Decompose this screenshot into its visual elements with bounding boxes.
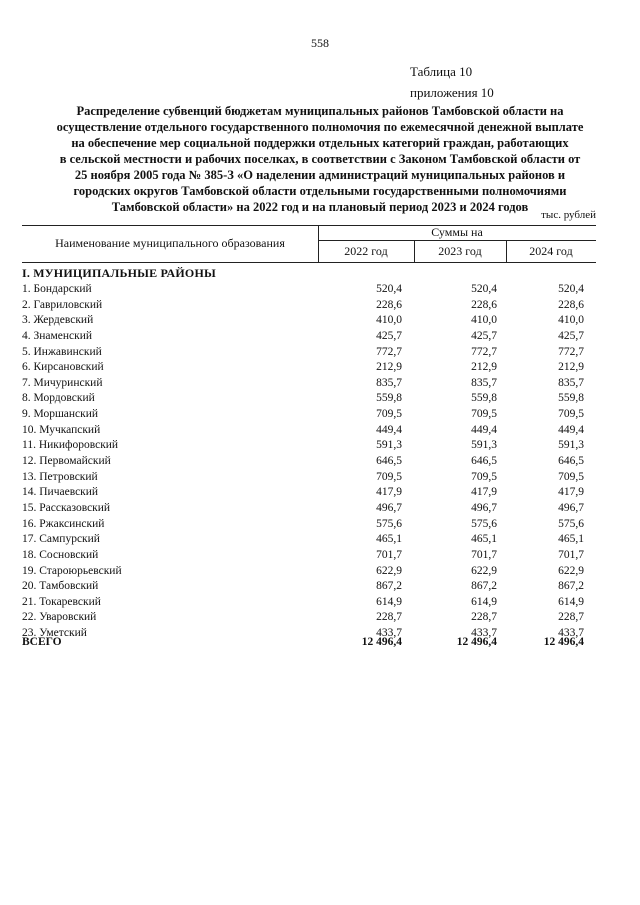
value-2023: 867,2 [471,580,497,593]
value-2024: 449,4 [558,423,584,436]
total-2022: 12 496,4 [361,636,402,648]
table-row [22,313,596,329]
value-2022: 228,7 [376,611,402,624]
column-header-sums: Суммы на [431,225,483,239]
units-label: тыс. рублей [541,209,596,221]
table-row [22,282,596,298]
total-label: ВСЕГО [22,636,62,648]
value-2023: 228,6 [471,298,497,311]
value-2023: 228,7 [471,611,497,624]
value-2022: 835,7 [376,376,402,389]
value-2023: 212,9 [471,361,497,374]
table-row [22,564,596,580]
district-name: 1. Бондарский [22,283,92,295]
value-2022: 575,6 [376,517,402,530]
value-2022: 646,5 [376,455,402,468]
table-row [22,501,596,517]
table-row [22,517,596,533]
table-row [22,376,596,392]
value-2022: 701,7 [376,548,402,561]
district-name: 23. Уметский [22,627,87,640]
value-2023: 425,7 [471,329,497,342]
table-row [22,454,596,470]
value-2023: 772,7 [471,345,497,358]
value-2022: 433,7 [376,627,402,640]
table-row [22,579,596,595]
value-2023: 709,5 [471,408,497,421]
district-name: 21. Токаревский [22,595,101,608]
district-name: 9. Моршанский [22,408,99,421]
table-row [22,345,596,361]
column-header-2022: 2022 год [344,244,388,258]
value-2024: 575,6 [558,517,584,530]
value-2023: 465,1 [471,533,497,546]
value-2022: 622,9 [376,564,402,577]
value-2022: 417,9 [376,486,402,499]
value-2024: 520,4 [558,283,584,295]
value-2022: 559,8 [376,392,402,405]
value-2022: 709,5 [376,470,402,483]
value-2024: 614,9 [558,595,584,608]
value-2022: 465,1 [376,533,402,546]
value-2023: 496,7 [471,501,497,514]
table-row [22,470,596,486]
title-line: 25 ноября 2005 года № 385-З «О наделении администраций муниципальных районов и [74,168,566,182]
value-2023: 417,9 [471,486,497,499]
value-2022: 867,2 [376,580,402,593]
value-2024: 559,8 [558,392,584,405]
value-2024: 228,7 [558,611,584,624]
total-2024: 12 496,4 [543,636,584,648]
district-name: 2. Гавриловский [22,298,103,311]
value-2024: 591,3 [558,439,584,452]
table-row [22,407,596,423]
table-row [22,360,596,376]
value-2022: 772,7 [376,345,402,358]
title-line: на обеспечение мер социальной поддержки отдельных категорий граждан, работающих [71,136,569,150]
district-name: 8. Мордовский [22,392,95,405]
total-row [22,634,596,650]
value-2022: 228,6 [376,298,402,311]
district-name: 13. Петровский [22,470,98,483]
value-2024: 410,0 [558,314,584,327]
column-header-2024: 2024 год [529,244,573,258]
table-rows [22,282,596,642]
value-2023: 835,7 [471,376,497,389]
value-2024: 709,5 [558,470,584,483]
value-2022: 425,7 [376,329,402,342]
value-2022: 709,5 [376,408,402,421]
value-2024: 646,5 [558,455,584,468]
value-2024: 622,9 [558,564,584,577]
value-2024: 701,7 [558,548,584,561]
column-header-2023: 2023 год [438,244,482,258]
value-2022: 410,0 [376,314,402,327]
title-line: в сельской местности и рабочих поселках, в соответствии с Законом Тамбовской области от [59,152,581,166]
value-2023: 591,3 [471,439,497,452]
header-mid-rule [318,240,596,241]
table-row [22,423,596,439]
table-row [22,298,596,314]
table-row [22,329,596,345]
value-2023: 449,4 [471,423,497,436]
value-2023: 701,7 [471,548,497,561]
value-2023: 709,5 [471,470,497,483]
title-line: городских округов Тамбовской области отдельными государственными полномочиями [73,184,567,198]
value-2022: 591,3 [376,439,402,452]
value-2024: 867,2 [558,580,584,593]
district-name: 15. Рассказовский [22,501,111,514]
title-line: Тамбовской области» на 2022 год и на плановый период 2023 и 2024 годов [111,200,529,214]
table-row [22,595,596,611]
title-line: осуществление отдельного государственного полномочия по ежемесячной денежной выплате [56,120,584,134]
district-name: 14. Пичаевский [22,486,99,499]
value-2024: 417,9 [558,486,584,499]
value-2022: 614,9 [376,595,402,608]
district-name: 4. Знаменский [22,329,93,342]
district-name: 5. Инжавинский [22,345,102,358]
document-title [28,103,612,215]
district-name: 7. Мичуринский [22,376,103,389]
title-line: Распределение субвенций бюджетам муниципальных районов Тамбовской области на [76,104,564,118]
table-row [22,548,596,564]
district-name: 10. Мучкапский [22,423,101,436]
value-2023: 646,5 [471,455,497,468]
district-name: 16. Ржаксинский [22,517,105,530]
district-name: 22. Уваровский [22,611,97,624]
value-2023: 410,0 [471,314,497,327]
value-2024: 433,7 [558,627,584,640]
table-label: Таблица 10 [410,64,473,79]
table-row [22,485,596,501]
section-title: I. МУНИЦИПАЛЬНЫЕ РАЙОНЫ [22,266,216,280]
table-row [22,391,596,407]
value-2023: 614,9 [471,595,497,608]
district-name: 18. Сосновский [22,548,99,561]
total-2023: 12 496,4 [456,636,497,648]
district-name: 20. Тамбовский [22,580,99,593]
value-2023: 433,7 [471,627,497,640]
value-2024: 835,7 [558,376,584,389]
value-2022: 496,7 [376,501,402,514]
value-2024: 212,9 [558,361,584,374]
table-row [22,532,596,548]
value-2024: 496,7 [558,501,584,514]
value-2023: 622,9 [471,564,497,577]
value-2022: 212,9 [376,361,402,374]
appendix-label: приложения 10 [410,85,494,100]
value-2022: 520,4 [376,283,402,295]
district-name: 6. Кирсановский [22,361,104,374]
header-bottom-rule [22,262,596,263]
district-name: 17. Сампурский [22,533,100,546]
column-header-name: Наименование муниципального образования [55,236,285,250]
table-row [22,438,596,454]
page-number: 558 [311,36,329,50]
value-2024: 772,7 [558,345,584,358]
value-2023: 520,4 [471,283,497,295]
value-2024: 465,1 [558,533,584,546]
district-name: 19. Староюрьевский [22,564,122,577]
value-2023: 575,6 [471,517,497,530]
table-row [22,610,596,626]
value-2024: 709,5 [558,408,584,421]
value-2024: 425,7 [558,329,584,342]
value-2024: 228,6 [558,298,584,311]
value-2022: 449,4 [376,423,402,436]
district-name: 11. Никифоровский [22,439,119,452]
district-name: 12. Первомайский [22,455,111,468]
district-name: 3. Жердевский [22,314,94,327]
value-2023: 559,8 [471,392,497,405]
